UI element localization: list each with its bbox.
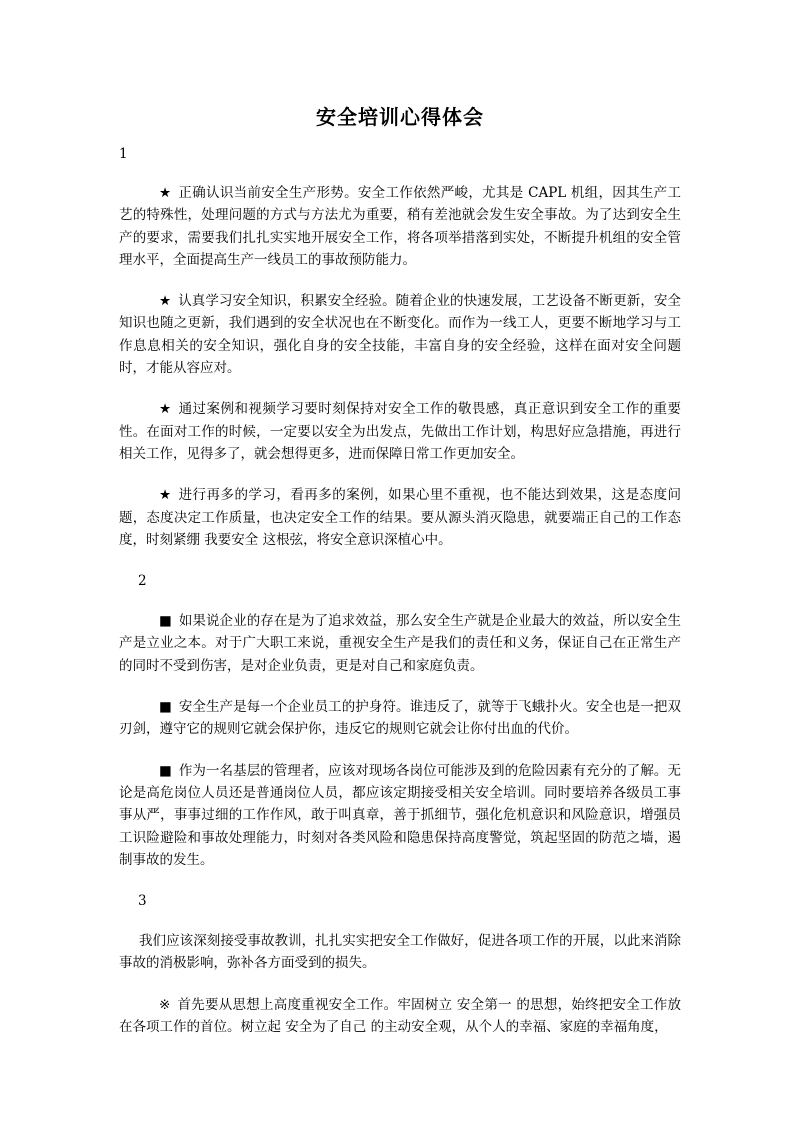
paragraph-text: 我们应该深刻接受事故教训，扎扎实实把安全工作做好，促进各项工作的开展，以此来消除事故的消极影响，弥补各方面受到的损失。 [119, 933, 681, 972]
paragraph-text: 进行再多的学习，看再多的案例，如果心里不重视，也不能达到效果，这是态度问题，态度决定工作质量，也决定安全工作的结果。要从源头消灭隐患，就要端正自己的工作态度，时刻紧绷 我要安全 这根弦，将安全意识深植心中。 [119, 487, 681, 548]
paragraph [119, 696, 681, 741]
paragraph-text: 安全生产是每一个企业员工的护身符。谁违反了，就等于飞蛾扑火。安全也是一把双刃剑，遵守它的规则它就会保护你，违反它的规则它就会让你付出血的代价。 [119, 699, 681, 738]
section-number: 1 [119, 146, 128, 162]
section-number: 2 [138, 573, 147, 590]
paragraph-text: 正确认识当前安全生产形势。安全工作依然严峻，尤其是 CAPL 机组，因其生产工艺的特殊性，处理问题的方式与方法尤为重要，稍有差池就会发生安全事故。为了达到安全生产的要求，需要我们扎扎实实地开展安全工作，将各项举措落到实处，不断提升机组的安全管理水平，全面提高生产一线员工的事故预防能力。 [119, 185, 681, 268]
paragraph-text: 作为一名基层的管理者，应该对现场各岗位可能涉及到的危险因素有充分的了解。无论是高危岗位人员还是普通岗位人员，都应该定期接受相关安全培训。同时要培养各级员工事事从严，事事过细的工作作风，敢于叫真章，善于抓细节，强化危机意识和风险意识，增强员工识险避险和事故处理能力，时刻对各类风险和隐患保持高度警觉，筑起坚固的防范之墙，遏制事故的发生。 [119, 762, 681, 868]
paragraph-text: 如果说企业的存在是为了追求效益，那么安全生产就是企业最大的效益，所以安全生产是立业之本。对于广大职工来说，重视安全生产是我们的责任和义务，保证自己在正常生产的同时不受到伤害，是对企业负责，更是对自己和家庭负责。 [119, 613, 681, 674]
page-title: 安全培训心得体会 [316, 105, 484, 129]
paragraph [119, 760, 681, 871]
paragraph [119, 930, 681, 975]
paragraph-text: 通过案例和视频学习要时刻保持对安全工作的敬畏感，真正意识到安全工作的重要性。在面对工作的时候，一定要以安全为出发点，先做出工作计划，构思好应急措施，再进行相关工作，见得多了，就会想得更多，进而保障日常工作更加安全。 [119, 401, 681, 462]
reference-mark-bullet-icon: ※ [159, 996, 171, 1013]
paragraph [119, 398, 681, 465]
paragraph-text: 认真学习安全知识，积累安全经验。随着企业的快速发展，工艺设备不断更新，安全知识也随之更新，我们遇到的安全状况也在不断变化。而作为一线工人，更要不断地学习与工作息息相关的安全知识，强化自身的安全技能，丰富自身的安全经验，这样在面对安全问题时，才能从容应对。 [119, 293, 681, 377]
paragraph [119, 610, 681, 677]
paragraph [119, 290, 681, 379]
square-bullet-icon: ■ [159, 699, 172, 716]
paragraph [119, 994, 681, 1039]
star-bullet-icon: ★ [159, 185, 172, 201]
section-number: 3 [138, 893, 147, 910]
paragraph [119, 182, 681, 271]
star-bullet-icon: ★ [159, 401, 172, 418]
star-bullet-icon: ★ [159, 487, 172, 504]
square-bullet-icon: ■ [159, 613, 172, 630]
star-bullet-icon: ★ [159, 293, 172, 310]
paragraph-text: 首先要从思想上高度重视安全工作。牢固树立 安全第一 的思想，始终把安全工作放在各项工作的首位。树立起 安全为了自己 的主动安全观，从个人的幸福、家庭的幸福角度， [119, 996, 681, 1036]
square-bullet-icon: ■ [159, 762, 172, 779]
paragraph [119, 484, 681, 551]
